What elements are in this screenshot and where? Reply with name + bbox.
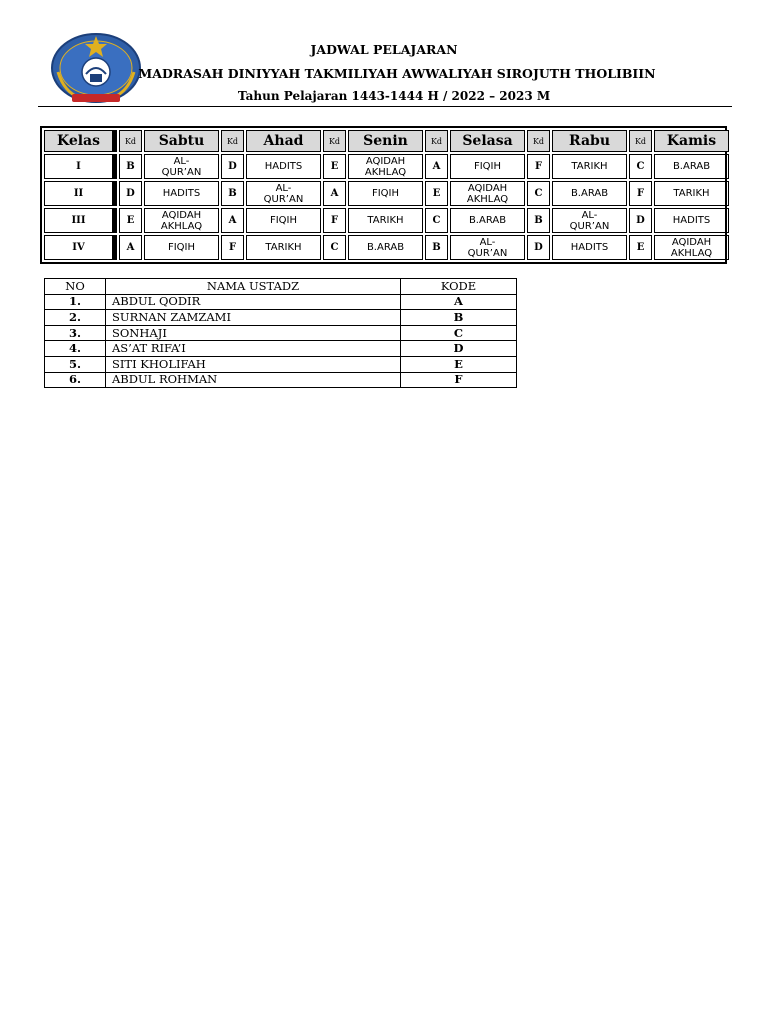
day-header-kamis: Kamis <box>654 130 729 152</box>
subject-cell: TARIKH <box>552 154 627 179</box>
day-header-senin: Senin <box>348 130 423 152</box>
teacher-code: A <box>401 294 517 310</box>
teacher-row <box>45 310 517 326</box>
teacher-name: SITI KHOLIFAH <box>106 356 401 372</box>
subject-cell: AQIDAH AKHLAQ <box>654 235 729 260</box>
day-header-selasa: Selasa <box>450 130 525 152</box>
kelas-cell: II <box>44 181 117 206</box>
teacher-row <box>45 356 517 372</box>
teacher-code: F <box>401 372 517 388</box>
teacher-code-cell: B <box>119 154 142 179</box>
teacher-code-cell: E <box>629 235 652 260</box>
name-header: NAMA USTADZ <box>106 279 401 295</box>
subject-cell: FIQIH <box>246 208 321 233</box>
subject-cell: HADITS <box>144 181 219 206</box>
teacher-code-cell: C <box>323 235 346 260</box>
subject-cell: FIQIH <box>450 154 525 179</box>
teacher-name: ABDUL QODIR <box>106 294 401 310</box>
subject-cell: AL- QUR’AN <box>144 154 219 179</box>
teacher-code-cell: D <box>527 235 550 260</box>
code-header: Kd <box>323 130 346 152</box>
teacher-code: D <box>401 341 517 357</box>
teachers-header-row <box>45 279 517 295</box>
day-header-ahad: Ahad <box>246 130 321 152</box>
subject-cell: TARIKH <box>246 235 321 260</box>
teacher-row <box>45 341 517 357</box>
subject-cell: TARIKH <box>654 181 729 206</box>
teachers-table <box>44 278 517 388</box>
teacher-code-cell: A <box>119 235 142 260</box>
subject-cell: AQIDAH AKHLAQ <box>348 154 423 179</box>
subject-cell: AL- QUR’AN <box>450 235 525 260</box>
teacher-code-cell: C <box>425 208 448 233</box>
teacher-no: 1. <box>45 294 106 310</box>
subject-cell: AQIDAH AKHLAQ <box>144 208 219 233</box>
teacher-code-cell: F <box>527 154 550 179</box>
school-name: MADRASAH DINIYYAH TAKMILIYAH AWWALIYAH SIROJUTH THOLIBIIN <box>138 66 656 81</box>
subject-cell: FIQIH <box>348 181 423 206</box>
subject-cell: B.ARAB <box>654 154 729 179</box>
teacher-code-cell: B <box>425 235 448 260</box>
teacher-name: SURNAN ZAMZAMI <box>106 310 401 326</box>
kelas-cell: III <box>44 208 117 233</box>
teacher-code-cell: D <box>629 208 652 233</box>
code-header: KODE <box>401 279 517 295</box>
teacher-name: ABDUL ROHMAN <box>106 372 401 388</box>
schedule-row <box>44 181 729 206</box>
teacher-no: 4. <box>45 341 106 357</box>
kelas-cell: I <box>44 154 117 179</box>
subject-cell: AL- QUR’AN <box>552 208 627 233</box>
teacher-code-cell: D <box>119 181 142 206</box>
document-title: JADWAL PELAJARAN <box>310 42 458 57</box>
subject-cell: B.ARAB <box>348 235 423 260</box>
code-header: Kd <box>629 130 652 152</box>
academic-year: Tahun Pelajaran 1443-1444 H / 2022 – 2023 M <box>237 89 551 103</box>
teacher-row <box>45 325 517 341</box>
schedule-table <box>40 126 727 264</box>
subject-cell: HADITS <box>246 154 321 179</box>
code-header: Kd <box>221 130 244 152</box>
subject-cell: FIQIH <box>144 235 219 260</box>
code-header: Kd <box>527 130 550 152</box>
teacher-row <box>45 294 517 310</box>
schedule-row <box>44 154 729 179</box>
code-header: Kd <box>119 130 142 152</box>
teacher-code: C <box>401 325 517 341</box>
teacher-code-cell: C <box>629 154 652 179</box>
no-header: NO <box>45 279 106 295</box>
teacher-code-cell: E <box>425 181 448 206</box>
subject-cell: AQIDAH AKHLAQ <box>450 181 525 206</box>
teacher-name: SONHAJI <box>106 325 401 341</box>
teacher-code-cell: F <box>629 181 652 206</box>
header-divider <box>38 106 732 107</box>
teacher-name: AS’AT RIFA’I <box>106 341 401 357</box>
teacher-code-cell: B <box>527 208 550 233</box>
teacher-code-cell: E <box>119 208 142 233</box>
teacher-code-cell: E <box>323 154 346 179</box>
teacher-code-cell: F <box>323 208 346 233</box>
teacher-code-cell: C <box>527 181 550 206</box>
teacher-code-cell: F <box>221 235 244 260</box>
teacher-code: B <box>401 310 517 326</box>
subject-cell: HADITS <box>654 208 729 233</box>
code-header: Kd <box>425 130 448 152</box>
teacher-no: 2. <box>45 310 106 326</box>
subject-cell: B.ARAB <box>552 181 627 206</box>
kelas-header: Kelas <box>44 130 117 152</box>
teacher-row <box>45 372 517 388</box>
schedule-row <box>44 208 729 233</box>
teacher-no: 5. <box>45 356 106 372</box>
day-header-sabtu: Sabtu <box>144 130 219 152</box>
teacher-code: E <box>401 356 517 372</box>
subject-cell: HADITS <box>552 235 627 260</box>
teacher-no: 3. <box>45 325 106 341</box>
teacher-code-cell: A <box>425 154 448 179</box>
subject-cell: B.ARAB <box>450 208 525 233</box>
teacher-code-cell: A <box>221 208 244 233</box>
teacher-no: 6. <box>45 372 106 388</box>
subject-cell: TARIKH <box>348 208 423 233</box>
teacher-code-cell: D <box>221 154 244 179</box>
schedule-header-row <box>44 130 729 152</box>
kelas-cell: IV <box>44 235 117 260</box>
subject-cell: AL- QUR’AN <box>246 181 321 206</box>
teacher-code-cell: B <box>221 181 244 206</box>
teacher-code-cell: A <box>323 181 346 206</box>
day-header-rabu: Rabu <box>552 130 627 152</box>
schedule-row <box>44 235 729 260</box>
